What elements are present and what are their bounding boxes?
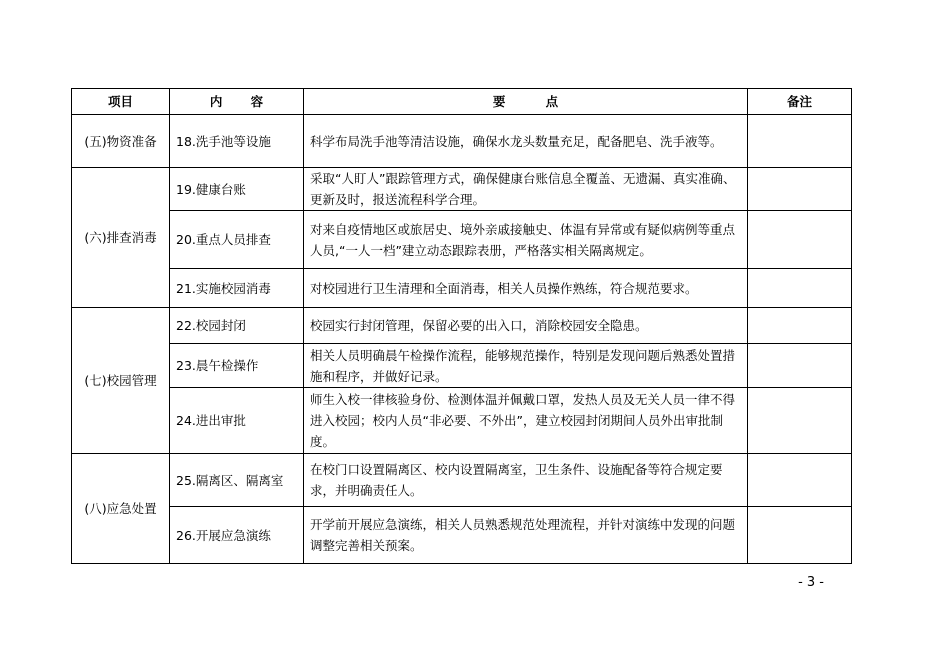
header-category: 项目 [72,89,170,115]
table-row [72,507,852,564]
remark-cell [748,115,852,168]
table-row [72,388,852,454]
category-cell: (七)校园管理 [72,308,170,454]
item-cell: 25.隔离区、隔离室 [170,454,304,507]
point-cell: 科学布局洗手池等清洁设施，确保水龙头数量充足，配备肥皂、洗手液等。 [304,115,748,168]
category-cell: (六)排查消毒 [72,168,170,308]
header-remarks: 备注 [748,89,852,115]
remark-cell [748,344,852,388]
table-row [72,115,852,168]
remark-cell [748,168,852,211]
table-header-row [72,89,852,115]
remark-cell [748,269,852,308]
point-cell: 开学前开展应急演练，相关人员熟悉规范处理流程，并针对演练中发现的问题调整完善相关预案。 [304,507,748,564]
item-cell: 18.洗手池等设施 [170,115,304,168]
item-cell: 26.开展应急演练 [170,507,304,564]
item-cell: 19.健康台账 [170,168,304,211]
point-cell: 对校园进行卫生清理和全面消毒，相关人员操作熟练，符合规范要求。 [304,269,748,308]
table-row [72,454,852,507]
point-cell: 采取“人盯人”跟踪管理方式，确保健康台账信息全覆盖、无遗漏、真实准确、更新及时，报送流程科学合理。 [304,168,748,211]
table-row [72,344,852,388]
item-cell: 24.进出审批 [170,388,304,454]
table-row [72,168,852,211]
item-cell: 23.晨午检操作 [170,344,304,388]
point-cell: 师生入校一律核验身份、检测体温并佩戴口罩，发热人员及无关人员一律不得进入校园；校内人员“非必要、不外出”，建立校园封闭期间人员外出审批制度。 [304,388,748,454]
point-cell: 相关人员明确晨午检操作流程，能够规范操作，特别是发现问题后熟悉处置措施和程序，并做好记录。 [304,344,748,388]
point-cell: 校园实行封闭管理，保留必要的出入口，消除校园安全隐患。 [304,308,748,344]
header-points: 要 点 [304,89,748,115]
point-cell: 对来自疫情地区或旅居史、境外亲戚接触史、体温有异常或有疑似病例等重点人员,“一人一档”建立动态跟踪表册，严格落实相关隔离规定。 [304,211,748,269]
remark-cell [748,388,852,454]
point-cell: 在校门口设置隔离区、校内设置隔离室，卫生条件、设施配备等符合规定要求，并明确责任人。 [304,454,748,507]
requirements-table [71,88,852,564]
item-cell: 20.重点人员排查 [170,211,304,269]
category-cell: (八)应急处置 [72,454,170,564]
table-row [72,269,852,308]
item-cell: 21.实施校园消毒 [170,269,304,308]
remark-cell [748,507,852,564]
header-content: 内 容 [170,89,304,115]
table-row [72,211,852,269]
remark-cell [748,454,852,507]
item-cell: 22.校园封闭 [170,308,304,344]
remark-cell [748,308,852,344]
table-row [72,308,852,344]
page-number: - 3 - [798,575,824,590]
category-cell: (五)物资准备 [72,115,170,168]
remark-cell [748,211,852,269]
